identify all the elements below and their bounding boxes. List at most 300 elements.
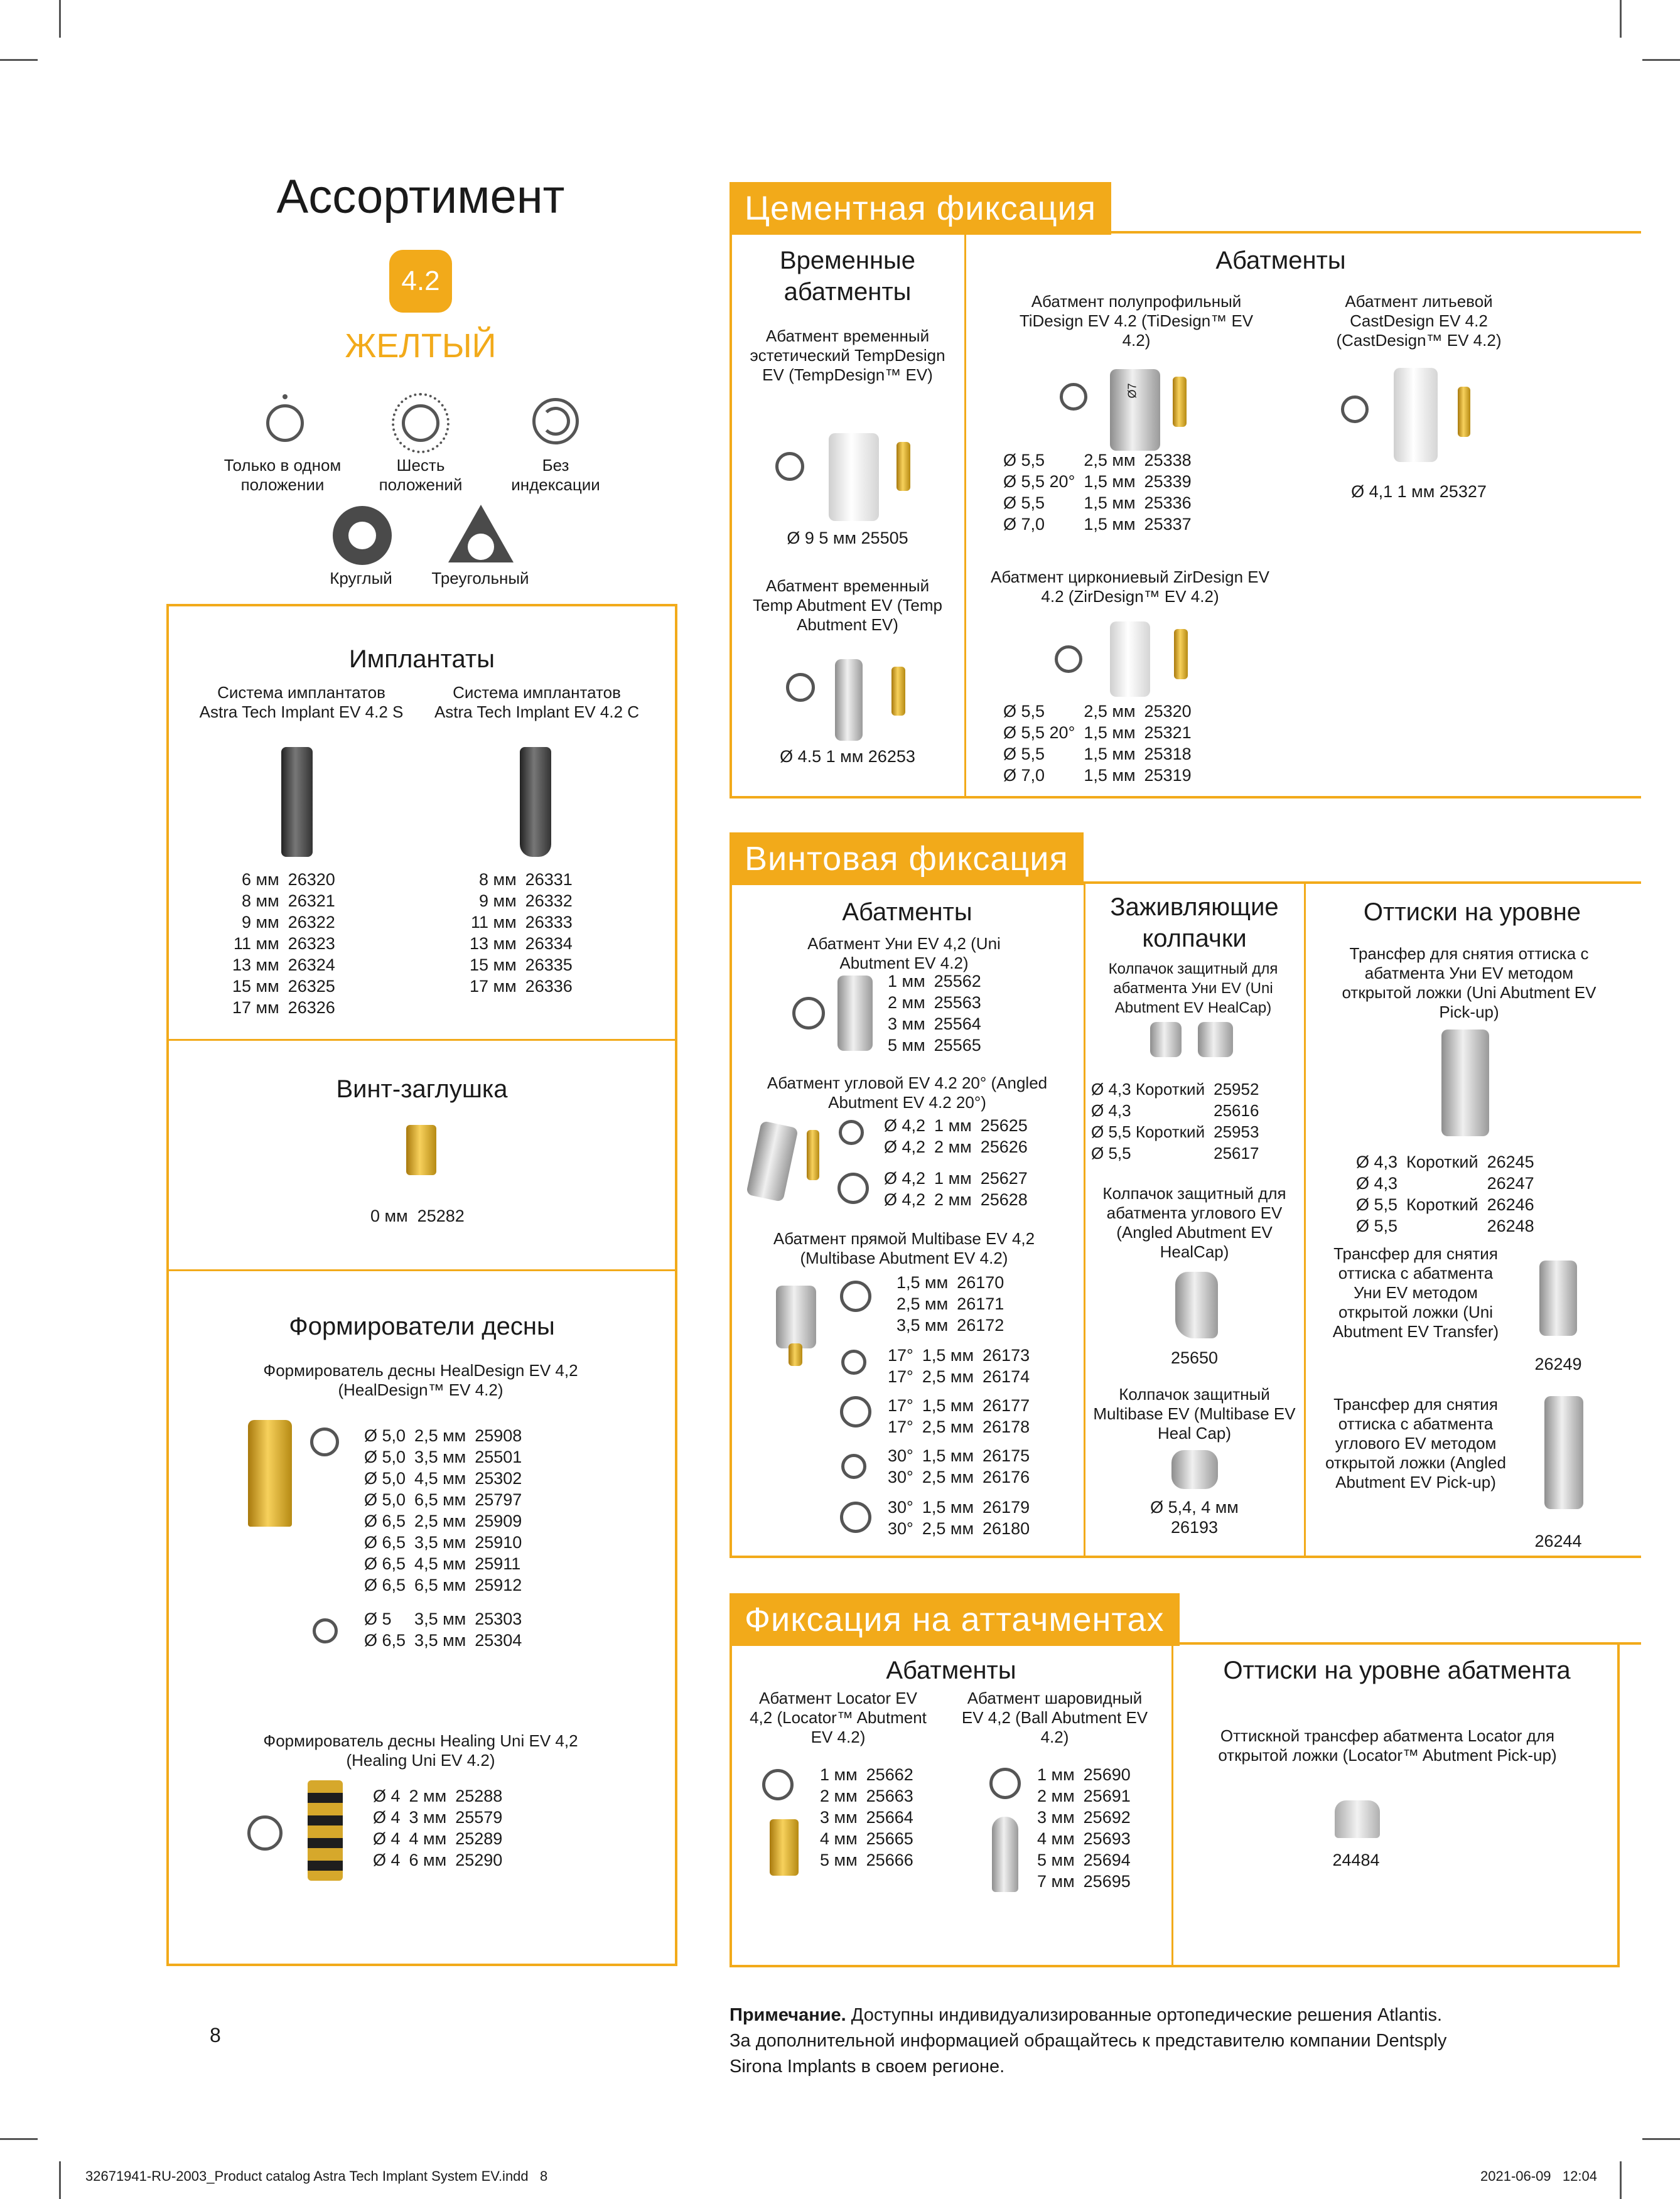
table-cell: 11 мм [234, 934, 279, 953]
angled-abutment-screw [807, 1130, 819, 1180]
table-cell: 17 мм [470, 977, 517, 996]
table-row [1037, 1828, 1139, 1849]
six-positions-icon [786, 673, 815, 702]
six-positions-icon [775, 452, 804, 481]
six-positions-icon [1055, 645, 1082, 673]
table-cell: 8 мм [242, 891, 279, 910]
table-cell: 25666 [866, 1851, 913, 1869]
table-row [888, 1445, 1038, 1466]
cap-multibase-image [1171, 1450, 1218, 1489]
table-cell: 25304 [475, 1631, 522, 1650]
table-cell: 8 мм [479, 870, 517, 889]
castdesign-name: Абатмент литьевой CastDesign EV 4.2 (CastDesign™ EV 4.2) [1336, 292, 1502, 350]
table-cell: 2,5 мм [414, 1426, 466, 1445]
page-title: Ассортимент [276, 170, 565, 223]
no-index-icon [310, 1427, 339, 1456]
table-cell: 1,5 мм [1084, 723, 1136, 742]
no-index-icon [837, 1173, 869, 1204]
temp-abutment-screw [891, 667, 905, 716]
legend-one-position: Только в одном положении [223, 456, 342, 494]
size-badge: 4.2 [389, 250, 452, 313]
implant-c-name: Система имплантатов Astra Tech Implant EV 4.2 C [434, 683, 640, 721]
color-name: ЖЕЛТЫЙ [345, 327, 497, 365]
locator-table [820, 1764, 922, 1871]
table-cell [1406, 1173, 1487, 1194]
table-cell: 26326 [288, 998, 335, 1017]
table-cell: 25288 [455, 1787, 503, 1805]
table-cell: Ø 4 [373, 1787, 401, 1805]
table-cell: 26336 [525, 977, 573, 996]
table-row [888, 1272, 1013, 1293]
locator-pickup-image [1335, 1800, 1380, 1838]
table-cell: 26173 [983, 1346, 1030, 1365]
table-cell: 5 мм [820, 1851, 858, 1869]
table-cell: 2,5 мм [922, 1417, 974, 1436]
table-cell: 1 мм [1037, 1765, 1075, 1784]
table-cell: 17° [888, 1367, 913, 1386]
tempdesign-screw [897, 442, 910, 491]
table-cell: 26321 [288, 891, 335, 910]
note-body: Доступны индивидуализированные ортопедические решения Atlantis. За дополнительной информацией обращайтесь к представителю компании Dentsply Sirona Implants в своем регионе. [730, 2005, 1447, 2077]
screw-caps-title: Заживляющие колпачки [1110, 893, 1279, 952]
table-row [1003, 513, 1200, 535]
screw-abut-title: Абатменты [842, 898, 972, 926]
table-cell: 26174 [983, 1367, 1030, 1386]
table-cell: Ø 4 [373, 1808, 401, 1827]
tempdesign-name: Абатмент временный эстетический TempDesign EV (TempDesign™ EV) [750, 326, 945, 384]
table-row [884, 1115, 1037, 1136]
table-cell: 25693 [1083, 1829, 1131, 1848]
table-cell: 25628 [980, 1190, 1028, 1209]
pickup-angled-name: Трансфер для снятия оттиска с абатмента углового EV методом открытой ложки (Angled Abutment EV Pick-up) [1325, 1395, 1506, 1492]
tempdesign-row: Ø 9 5 мм 25505 [787, 529, 908, 547]
table-row [470, 976, 581, 997]
table-cell: 25501 [475, 1448, 522, 1466]
table-row [232, 869, 344, 890]
table-cell: 4 мм [820, 1829, 858, 1848]
table-cell: 25290 [455, 1851, 503, 1869]
table-cell: 25338 [1144, 451, 1192, 470]
table-cell: 1 мм [888, 972, 925, 991]
multibase-screw [789, 1343, 802, 1366]
table-row [1037, 1785, 1139, 1807]
table-cell: 25664 [866, 1808, 913, 1827]
attach-abut-title: Абатменты [886, 1657, 1016, 1684]
table-cell: 25319 [1144, 766, 1192, 785]
temp-abutment-name: Абатмент временный Temp Abutment EV (Temp Abutment EV) [752, 576, 943, 634]
table-cell: Короткий [1406, 1153, 1478, 1171]
table-cell: Ø 5 [364, 1610, 392, 1628]
table-row [232, 997, 344, 1018]
temp-abutment-image [835, 659, 863, 741]
screw-imp-title: Оттиски на уровне [1363, 898, 1581, 926]
tempdesign-image [829, 433, 879, 521]
table-cell: 26172 [957, 1316, 1004, 1335]
table-row [888, 1315, 1013, 1336]
table-cell: 13 мм [470, 934, 517, 953]
angled-table-a [884, 1115, 1037, 1158]
table-cell: 2 мм [409, 1787, 447, 1805]
table-cell: 26170 [957, 1273, 1004, 1292]
implant-s-name: Система имплантатов Astra Tech Implant EV 4.2 S [199, 683, 404, 721]
table-row [232, 933, 344, 954]
castdesign-image [1394, 368, 1438, 462]
table-cell: Ø 4 [373, 1829, 401, 1848]
locator-pickup-name: Оттискной трансфер абатмента Locator для открытой ложки (Locator™ Abutment Pick-up) [1218, 1726, 1557, 1765]
table-cell: Ø 4 [373, 1851, 401, 1869]
cover-screw-row [370, 1205, 465, 1227]
table-row [1091, 1143, 1268, 1164]
footer-date: 2021-06-09 12:04 [1480, 2168, 1597, 2184]
castdesign-screw [1458, 387, 1470, 437]
table-cell: 26323 [288, 934, 335, 953]
table-cell: Ø 5,0 [364, 1426, 406, 1445]
table-cell: 26175 [983, 1446, 1030, 1465]
table-cell: 1,5 мм [922, 1396, 974, 1415]
table-cell: 25579 [455, 1808, 503, 1827]
table-row [888, 1518, 1038, 1539]
table-row [470, 954, 581, 976]
table-row [888, 992, 990, 1013]
table-cell: 30° [888, 1446, 913, 1465]
table-cell: 25337 [1144, 515, 1192, 534]
legend-no-index: Без индексации [511, 456, 600, 494]
table-row [888, 1497, 1038, 1518]
table-row [820, 1785, 922, 1807]
table-row [1037, 1849, 1139, 1871]
table-cell: 3,5 мм [414, 1448, 466, 1466]
implant-c-table [470, 869, 581, 997]
six-positions-icon [841, 1350, 866, 1375]
cover-screw-code: 25282 [417, 1207, 465, 1225]
zirdesign-name: Абатмент циркониевый ZirDesign EV 4.2 (ZirDesign™ EV 4.2) [990, 567, 1269, 606]
table-cell: 15 мм [470, 955, 517, 974]
table-cell: 26334 [525, 934, 573, 953]
multibase-table-b [888, 1345, 1038, 1387]
table-cell: 17° [888, 1396, 913, 1415]
table-cell: 1,5 мм [1084, 745, 1136, 763]
table-row [820, 1828, 922, 1849]
table-cell: 25562 [934, 972, 981, 991]
table-row [364, 1532, 530, 1553]
screw-sep-1 [1084, 881, 1085, 1558]
table-cell: 3 мм [820, 1808, 858, 1827]
no-index-icon [989, 1768, 1021, 1799]
attach-sep [1171, 1642, 1173, 1967]
table-cell: 25797 [475, 1490, 522, 1509]
pickup-uni-table [1356, 1151, 1543, 1237]
table-cell: 26322 [288, 913, 335, 932]
table-cell: 13 мм [232, 955, 279, 974]
healing-uni-table [373, 1785, 511, 1871]
cap-angled-image [1175, 1272, 1218, 1338]
table-row [232, 890, 344, 911]
table-cell [1406, 1215, 1487, 1237]
locator-name: Абатмент Locator EV 4,2 (Locator™ Abutment EV 4.2) [750, 1689, 927, 1746]
table-cell: 25663 [866, 1787, 913, 1805]
table-row [364, 1489, 530, 1510]
table-row [888, 1416, 1038, 1438]
table-cell: 25303 [475, 1610, 522, 1628]
table-cell: Ø 4,3 [1356, 1153, 1398, 1171]
table-cell: 25616 [1214, 1101, 1259, 1120]
cover-screw-image [406, 1125, 436, 1175]
table-row [1356, 1194, 1543, 1215]
table-cell: 26245 [1487, 1153, 1534, 1171]
cap-angled-name: Колпачок защитный для абатмента углового EV (Angled Abutment EV HealCap) [1102, 1184, 1286, 1261]
crop-mark [1642, 59, 1680, 61]
table-cell: 1 мм [934, 1116, 972, 1135]
table-row [470, 933, 581, 954]
table-row [232, 911, 344, 933]
table-cell: 4 мм [1037, 1829, 1075, 1848]
table-cell: 3,5 мм [414, 1631, 466, 1650]
table-cell: Ø 4,3 [1091, 1101, 1131, 1120]
ball-name: Абатмент шаровидный EV 4,2 (Ball Abutment EV 4.2) [961, 1689, 1148, 1746]
no-index-inner [541, 407, 570, 436]
six-positions-icon [1060, 383, 1087, 411]
table-cell: Ø 6,5 [364, 1576, 406, 1594]
table-row [1091, 1078, 1268, 1100]
table-cell: 26176 [983, 1468, 1030, 1487]
table-cell: 25336 [1144, 493, 1192, 512]
table-cell: 6 мм [409, 1851, 447, 1869]
table-row [364, 1574, 530, 1596]
table-row [373, 1785, 511, 1807]
table-cell: Ø 5,0 [364, 1490, 406, 1509]
cover-screw-size: 0 мм [370, 1207, 408, 1225]
multibase-name: Абатмент прямой Multibase EV 4,2 (Multibase Abutment EV 4.2) [773, 1229, 1035, 1267]
table-row [1091, 1121, 1268, 1143]
cement-title: Цементная фиксация [730, 182, 1111, 235]
healdesign-tri-table [364, 1608, 530, 1651]
table-cell: 2,5 мм [922, 1367, 974, 1386]
table-cell: Ø 5,5 [1003, 493, 1045, 512]
table-cell: 26325 [288, 977, 335, 996]
table-cell: 17° [888, 1417, 913, 1436]
legend-triangle: Треугольный [431, 569, 529, 588]
table-cell: 1,5 мм [922, 1346, 974, 1365]
table-row [1356, 1173, 1543, 1194]
table-row [364, 1425, 530, 1446]
table-row [232, 976, 344, 997]
no-index-icon [840, 1396, 871, 1427]
implant-s-image [281, 747, 313, 857]
table-cell: Ø 5,0 [364, 1469, 406, 1488]
table-row [884, 1168, 1037, 1189]
cap-angled-code: 25650 [1170, 1348, 1219, 1367]
table-cell: Ø 4,2 [884, 1116, 926, 1135]
table-cell: 6,5 мм [414, 1490, 466, 1509]
table-cell: 25911 [475, 1554, 521, 1573]
table-cell: 25695 [1083, 1872, 1131, 1891]
left-sep-1 [166, 1039, 677, 1041]
angled-table-b [884, 1168, 1037, 1210]
table-row [1356, 1215, 1543, 1237]
cap-multibase-row-2: 26193 [1170, 1518, 1219, 1537]
table-row [1003, 492, 1200, 513]
cement-sep [964, 231, 966, 798]
table-cell: 26247 [1487, 1174, 1534, 1193]
table-cell: Ø 5,5 20° [1003, 472, 1075, 491]
transfer-uni-code: 26249 [1534, 1355, 1582, 1374]
crop-mark [1620, 2161, 1622, 2199]
table-cell: Ø 5,0 [364, 1448, 406, 1466]
table-cell: 1,5 мм [1084, 515, 1136, 534]
crop-mark [0, 59, 38, 61]
transfer-uni-name: Трансфер для снятия оттиска с абатмента Уни EV методом открытой ложки (Uni Abutment EV Transfer) [1332, 1244, 1499, 1341]
table-cell: 30° [888, 1498, 913, 1517]
screw-title: Винтовая фиксация [730, 832, 1084, 885]
tidesign-table [1003, 449, 1200, 535]
table-cell: 25302 [475, 1469, 522, 1488]
table-row [1037, 1807, 1139, 1828]
table-row [364, 1630, 530, 1651]
table-cell: 3,5 мм [897, 1316, 949, 1335]
six-positions-dots [392, 393, 450, 453]
healing-uni-name: Формирователь десны Healing Uni EV 4,2 (Healing Uni EV 4.2) [263, 1731, 578, 1770]
table-cell: 26320 [288, 870, 335, 889]
table-cell [888, 1293, 897, 1315]
implants-title: Имплантаты [349, 645, 495, 673]
crop-mark [59, 0, 61, 38]
table-row [364, 1510, 530, 1532]
table-cell: 25952 [1214, 1080, 1259, 1099]
left-sep-2 [166, 1269, 677, 1271]
table-cell: 3 мм [409, 1808, 447, 1827]
no-index-icon [792, 997, 825, 1030]
table-row [1037, 1764, 1139, 1785]
table-cell: 11 мм [471, 913, 517, 932]
table-cell: Ø 6,5 [364, 1554, 406, 1573]
ball-image [992, 1817, 1018, 1892]
table-cell: Ø 5,5 [1356, 1217, 1398, 1235]
tidesign-label: Ø7 [1126, 383, 1139, 399]
multibase-table-a [888, 1272, 1013, 1336]
table-cell: 9 мм [479, 891, 517, 910]
table-cell: 3,5 мм [414, 1610, 466, 1628]
attach-title: Фиксация на аттачментах [730, 1593, 1180, 1646]
table-cell: 25563 [934, 993, 981, 1012]
six-positions-icon [313, 1618, 338, 1643]
table-row [373, 1807, 511, 1828]
table-cell: 6 мм [242, 870, 279, 889]
temp-abutment-row: Ø 4.5 1 мм 26253 [780, 747, 915, 766]
table-cell: Ø 4,2 [884, 1169, 926, 1188]
table-cell [888, 1272, 897, 1293]
table-cell: 25694 [1083, 1851, 1131, 1869]
table-row [470, 911, 581, 933]
table-cell: 15 мм [232, 977, 279, 996]
table-row [888, 1395, 1038, 1416]
one-position-dot [283, 394, 288, 399]
no-index-icon [247, 1815, 283, 1851]
table-cell: Ø 5,5 [1356, 1195, 1398, 1214]
uni-abutment-table [888, 970, 990, 1056]
zirdesign-image [1110, 621, 1150, 697]
tidesign-image [1110, 369, 1160, 451]
table-cell: 25690 [1083, 1765, 1131, 1784]
table-cell: 4,5 мм [414, 1554, 466, 1573]
table-cell: 2 мм [934, 1137, 972, 1156]
table-cell: 25691 [1083, 1787, 1131, 1805]
table-cell: 25318 [1144, 745, 1192, 763]
zirdesign-screw [1174, 629, 1188, 679]
table-cell: 9 мм [242, 913, 279, 932]
table-cell: 26333 [525, 913, 573, 932]
ball-table [1037, 1764, 1139, 1892]
table-cell: Ø 7,0 [1003, 766, 1045, 785]
triangle-icon-hole [468, 534, 494, 560]
crop-mark [1642, 2138, 1680, 2140]
footer-file: 32671941-RU-2003_Product catalog Astra Tech Implant System EV.indd 8 [85, 2168, 548, 2184]
six-positions-icon [839, 1120, 864, 1145]
table-cell: 30° [888, 1519, 913, 1538]
no-index-icon [762, 1769, 794, 1800]
cover-screw-title: Винт-заглушка [336, 1075, 508, 1103]
table-cell: 4 мм [409, 1829, 447, 1848]
one-position-icon [266, 404, 304, 442]
table-cell: Ø 4,3 Короткий [1091, 1080, 1205, 1099]
pickup-uni-name: Трансфер для снятия оттиска с абатмента Уни EV методом открытой ложки (Uni Abutment EV Pick-up) [1342, 944, 1597, 1021]
table-row [888, 1035, 990, 1056]
table-row [888, 1013, 990, 1035]
table-cell: 2,5 мм [922, 1519, 974, 1538]
no-index-icon [840, 1502, 871, 1533]
table-cell: 26246 [1487, 1195, 1534, 1214]
table-row [1003, 449, 1200, 471]
healing-uni-image [308, 1780, 343, 1881]
table-cell: 25909 [475, 1512, 522, 1530]
table-cell: Ø 5,5 [1003, 451, 1045, 470]
table-row [884, 1136, 1037, 1158]
healdesign-image [248, 1420, 292, 1527]
tidesign-name: Абатмент полупрофильный TiDesign EV 4.2 (TiDesign™ EV 4.2) [1019, 292, 1254, 350]
table-cell: 25321 [1144, 723, 1192, 742]
healing-title: Формирователи десны [289, 1313, 555, 1340]
table-cell: 2,5 мм [1084, 451, 1136, 470]
table-cell: Ø 4,2 [884, 1190, 926, 1209]
table-cell: 2,5 мм [897, 1294, 949, 1313]
table-cell: Ø 6,5 [364, 1512, 406, 1530]
table-row [888, 970, 990, 992]
table-cell: Ø 7,0 [1003, 515, 1045, 534]
table-cell: 26332 [525, 891, 573, 910]
six-positions-icon [841, 1454, 866, 1479]
cement-abut-title: Абатменты [1215, 247, 1346, 274]
pickup-uni-image [1441, 1030, 1489, 1136]
tidesign-screw [1173, 377, 1187, 427]
table-cell: 4,5 мм [414, 1469, 466, 1488]
table-cell: 5 мм [1037, 1851, 1075, 1869]
table-cell: 5 мм [888, 1036, 925, 1055]
locator-image [770, 1819, 799, 1876]
crop-mark [0, 2138, 38, 2140]
table-row [884, 1189, 1037, 1210]
uni-abutment-image [837, 976, 873, 1051]
table-cell: Ø 6,5 [364, 1533, 406, 1552]
cap-uni-image-1 [1150, 1022, 1182, 1057]
table-cell: 26171 [957, 1294, 1004, 1313]
table-row [470, 869, 581, 890]
six-positions-icon [1341, 395, 1369, 423]
table-cell: 1,5 мм [1084, 493, 1136, 512]
table-row [232, 954, 344, 976]
crop-mark [1620, 0, 1622, 38]
table-cell: 26178 [983, 1417, 1030, 1436]
table-cell: 3,5 мм [414, 1533, 466, 1552]
table-cell: 25627 [980, 1169, 1028, 1188]
